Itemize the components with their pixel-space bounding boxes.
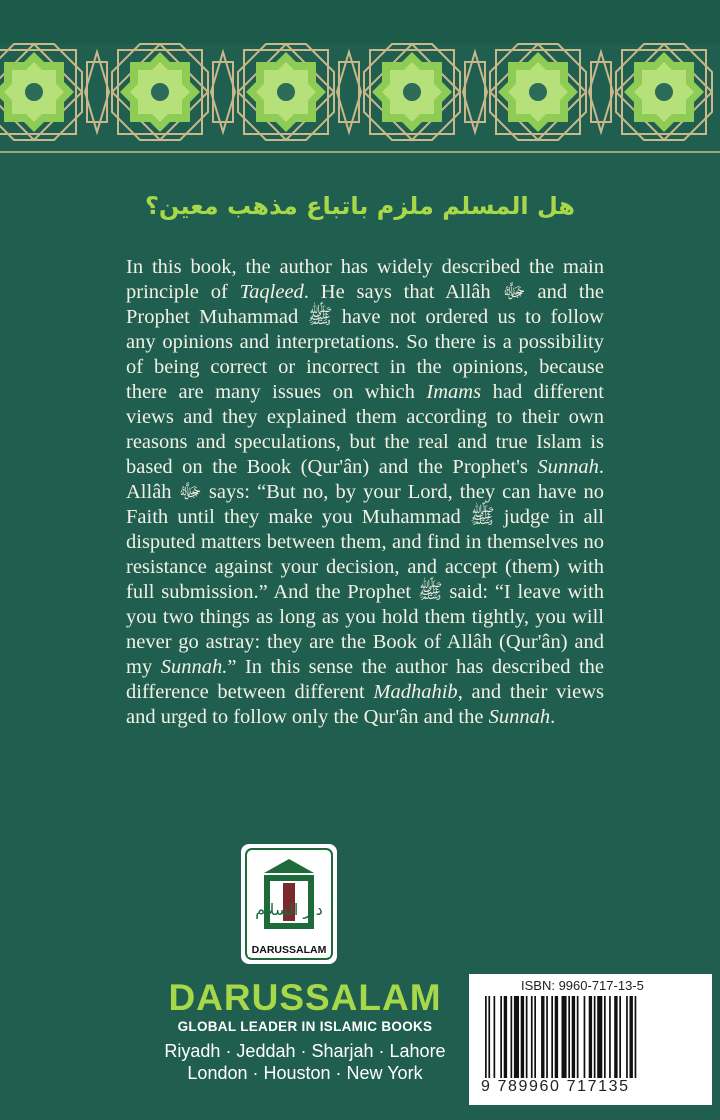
star-ornament: [238, 44, 334, 140]
logo-caption: DARUSSALAM: [251, 944, 327, 956]
barcode-bar: [597, 996, 602, 1078]
isbn-label: ISBN: 9960-717-13-5: [521, 978, 644, 993]
barcode-bar: [546, 996, 548, 1078]
barcode-bar: [555, 996, 558, 1078]
publisher-name: DARUSSALAM: [168, 977, 442, 1018]
ornament-link: [337, 52, 361, 132]
barcode-bar: [488, 996, 490, 1078]
barcode-bar: [534, 996, 536, 1078]
cities-line-1: Riyadh · Jeddah · Sharjah · Lahore: [164, 1041, 446, 1061]
top-band: [0, 0, 720, 44]
barcode-bar: [630, 996, 633, 1078]
darussalam-logo: [240, 843, 338, 965]
logo-arabic-text: دار السلام: [255, 900, 323, 919]
publisher-tagline: GLOBAL LEADER IN ISLAMIC BOOKS: [177, 1019, 433, 1034]
star-ornament: [364, 44, 460, 140]
barcode-bar: [514, 996, 519, 1078]
blurb-paragraph: In this book, the author has widely described the main principle of Taqleed. He says that Allâh ﷻ and the Prophet Muhammad ﷺ have not ordered us to follow any opinions and interpretations. So there is a possibility of being correct or incorrect in the opinions, because there are many issues on which Imams had different views and they explained them according to their own reasons and speculations, but the real and true Islam is based on the Book (Qur'ân) and the Prophet's Sunnah. Allâh ﷻ says: “But no, by your Lord, they can have no Faith until they make you Muhammad ﷺ judge in all disputed matters between them, and find in themselves no resistance against your decision, and accept (them) with full submission.” And the Prophet ﷺ said: “I leave with you two things as long as you hold them tightly, you will never go astray: they are the Book of Allâh (Qur'ân) and my Sunnah.” In this sense the author has described the difference between different Madhahib, and their views and urged to follow only the Qur'ân and the Sunnah.: [126, 256, 605, 728]
barcode-bar: [526, 996, 528, 1078]
barcode-bar: [614, 996, 617, 1078]
star-ornament: [0, 44, 82, 140]
barcode-bar: [494, 996, 496, 1078]
barcode-bar: [604, 996, 606, 1078]
barcode-bar: [485, 996, 487, 1078]
barcode-bar: [504, 996, 507, 1078]
barcode-bar: [577, 996, 579, 1078]
ornament-link: [85, 52, 109, 132]
star-ornament: [112, 44, 208, 140]
ornament-link: [589, 52, 613, 132]
barcode-bar: [619, 996, 621, 1078]
barcode-bar: [511, 996, 513, 1078]
cities-line-2: London · Houston · New York: [187, 1063, 423, 1083]
ornament-link: [211, 52, 235, 132]
barcode-bar: [562, 996, 567, 1078]
barcode-panel: [469, 974, 712, 1105]
publisher-block: [150, 978, 460, 1084]
barcode-bar: [531, 996, 533, 1078]
ean-number: 9 789960 717135: [481, 1078, 630, 1095]
star-ornament: [490, 44, 586, 140]
barcode-bar: [594, 996, 596, 1078]
publisher-cities: [150, 1040, 460, 1084]
barcode-bar: [551, 996, 553, 1078]
barcode-bar: [541, 996, 544, 1078]
barcode-bar: [626, 996, 628, 1078]
barcode-bars: [483, 996, 697, 1078]
barcode-bar: [589, 996, 592, 1078]
barcode-bar: [521, 996, 524, 1078]
barcode-bar: [572, 996, 575, 1078]
arabic-title: هل المسلم ملزم باتباع مذهب معين؟: [144, 192, 576, 220]
star-ornament-border: [0, 40, 720, 180]
barcode-bar: [500, 996, 502, 1078]
barcode-bar: [584, 996, 586, 1078]
barcode-bar: [568, 996, 570, 1078]
ornament-link: [463, 52, 487, 132]
barcode-bar: [609, 996, 611, 1078]
star-ornament: [616, 44, 712, 140]
barcode-bar: [635, 996, 637, 1078]
